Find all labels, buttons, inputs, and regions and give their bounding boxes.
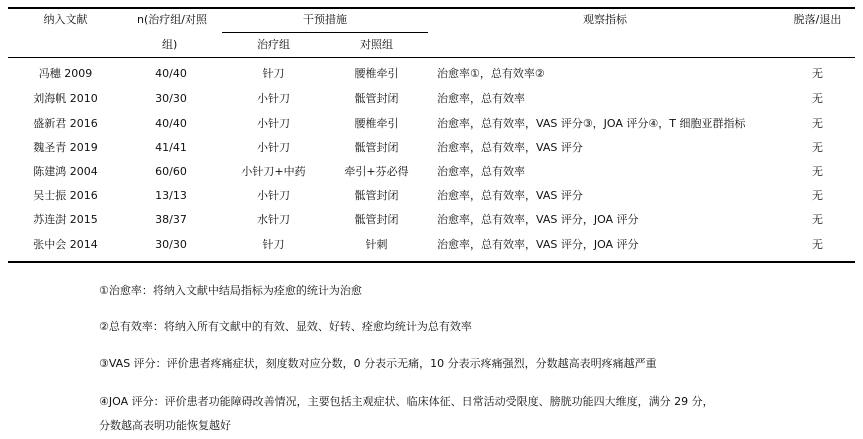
header-bottom-rule <box>8 57 855 58</box>
cell-study: 吴士振 2016 <box>33 189 98 202</box>
header-treatment: 治疗组 <box>257 38 290 51</box>
cell-treatment: 小针刀+中药 <box>241 165 306 178</box>
header-control: 对照组 <box>360 38 393 51</box>
cell-indicators: 治愈率，总有效率，VAS 评分，JOA 评分 <box>437 238 639 251</box>
cell-control: 腰椎牵引 <box>354 117 399 130</box>
cell-indicators: 治愈率，总有效率，VAS 评分，JOA 评分 <box>437 213 639 226</box>
cell-indicators: 治愈率，总有效率 <box>437 165 525 178</box>
cell-indicators: 治愈率，总有效率，VAS 评分 <box>437 141 583 154</box>
cell-study: 盛新君 2016 <box>33 117 98 130</box>
cell-dropout: 无 <box>812 117 823 130</box>
cell-n: 38/37 <box>155 213 187 226</box>
cell-n: 40/40 <box>155 67 187 80</box>
cell-indicators: 治愈率，总有效率 <box>437 92 525 105</box>
note-cure-rate: ①治愈率：将纳入文献中结局指标为痊愈的统计为治愈 <box>99 284 362 297</box>
cell-control: 骶管封闭 <box>354 189 399 202</box>
cell-indicators: 治愈率，总有效率，VAS 评分 <box>437 189 583 202</box>
cell-study: 刘海帆 2010 <box>33 92 98 105</box>
cell-study: 魏圣青 2019 <box>33 141 98 154</box>
cell-control: 骶管封闭 <box>354 141 399 154</box>
cell-n: 30/30 <box>155 92 187 105</box>
cell-n: 41/41 <box>155 141 187 154</box>
note-joa-score-cont: 分数越高表明功能恢复越好 <box>99 419 231 432</box>
note-joa-score: ④JOA 评分：评价患者功能障碍改善情况，主要包括主观症状、临床体征、日常活动受限度、膀胱功能四大维度，满分 29 分， <box>99 395 714 408</box>
cell-treatment: 小针刀 <box>257 117 290 130</box>
cell-study: 陈建鸿 2004 <box>33 165 98 178</box>
cell-treatment: 小针刀 <box>257 141 290 154</box>
header-dropout: 脱落/退出 <box>793 13 842 26</box>
cell-control: 骶管封闭 <box>354 213 399 226</box>
header-study: 纳入文献 <box>43 13 88 26</box>
cell-dropout: 无 <box>812 141 823 154</box>
cell-indicators: 治愈率，总有效率，VAS 评分③，JOA 评分④，T 细胞亚群指标 <box>437 117 746 130</box>
note-total-effective-rate: ②总有效率：将纳入所有文献中的有效、显效、好转、痊愈均统计为总有效率 <box>99 320 472 333</box>
cell-treatment: 针刀 <box>262 67 285 80</box>
table-top-rule <box>8 7 855 9</box>
cell-dropout: 无 <box>812 189 823 202</box>
cell-study: 张中会 2014 <box>33 238 98 251</box>
cell-treatment: 小针刀 <box>257 92 290 105</box>
cell-dropout: 无 <box>812 92 823 105</box>
cell-study: 苏连湗 2015 <box>33 213 98 226</box>
cell-n: 40/40 <box>155 117 187 130</box>
cell-n: 60/60 <box>155 165 187 178</box>
cell-dropout: 无 <box>812 213 823 226</box>
note-vas-score: ③VAS 评分：评价患者疼痛症状，刻度数对应分数，0 分表示无痛，10 分表示疼痛强烈，分数越高表明疼痛越严重 <box>99 357 657 370</box>
cell-n: 13/13 <box>155 189 187 202</box>
cell-dropout: 无 <box>812 67 823 80</box>
header-indicators: 观察指标 <box>583 13 627 26</box>
cell-control: 骶管封闭 <box>354 92 399 105</box>
table-bottom-rule <box>8 261 855 263</box>
cell-treatment: 水针刀 <box>257 213 290 226</box>
cell-study: 冯穗 2009 <box>38 67 93 80</box>
cell-control: 牵引+芬必得 <box>344 165 409 178</box>
header-n: n(治疗组/对照 <box>137 13 207 26</box>
cell-dropout: 无 <box>812 238 823 251</box>
cell-treatment: 小针刀 <box>257 189 290 202</box>
header-n-cont: 组) <box>162 38 178 51</box>
cell-dropout: 无 <box>812 165 823 178</box>
cell-treatment: 针刀 <box>262 238 285 251</box>
cell-control: 腰椎牵引 <box>354 67 399 80</box>
header-intervention: 干预措施 <box>303 13 347 26</box>
cell-indicators: 治愈率①，总有效率② <box>437 67 545 80</box>
intervention-group-rule <box>222 32 428 33</box>
cell-control: 针刺 <box>365 238 388 251</box>
cell-n: 30/30 <box>155 238 187 251</box>
